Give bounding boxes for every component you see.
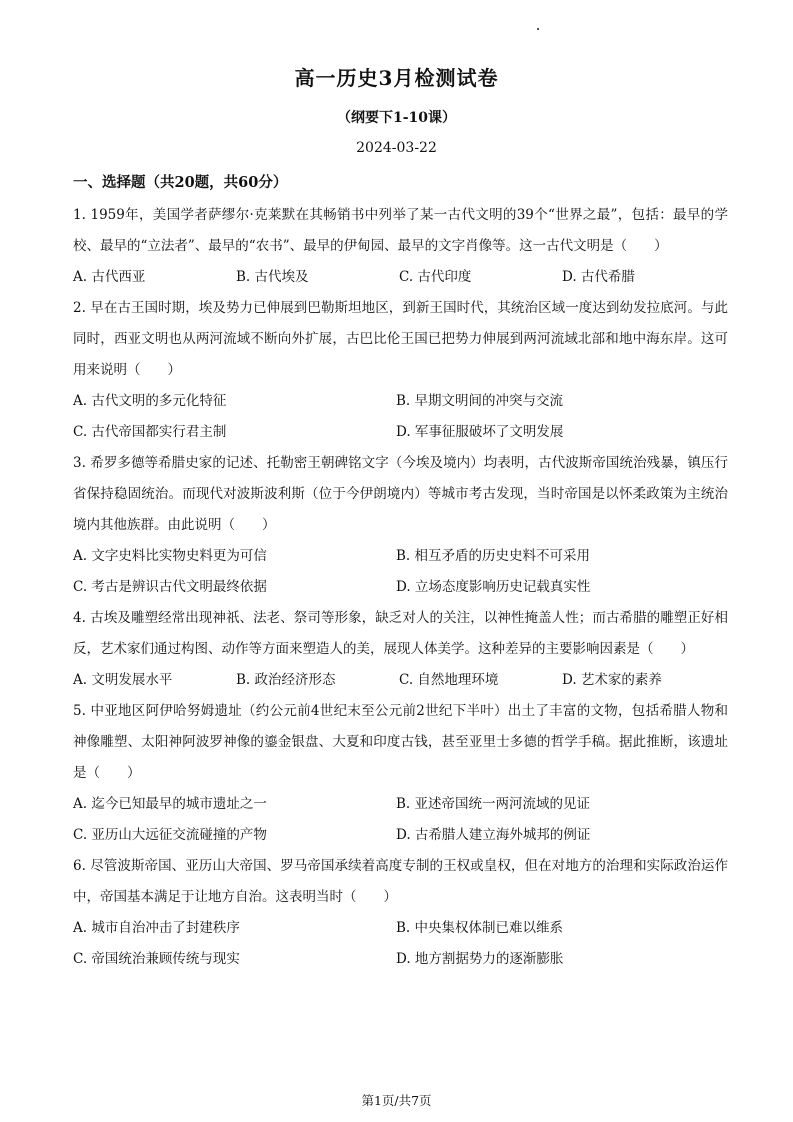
option-row bbox=[73, 386, 728, 417]
question-stem: 2. 早在古王国时期，埃及势力已伸展到巴勒斯坦地区，到新王国时代，其统治区域一度达到幼发拉底河。与此同时，西亚文明也从两河流域不断向外扩展，古巴比伦王国已把势力伸展到两河流域北部和地中海东岸。这可用来说明（ ） bbox=[73, 300, 728, 378]
option-d: D. 古代希腊 bbox=[562, 269, 635, 285]
section-heading: 一、选择题（共20题，共60分） bbox=[73, 174, 288, 191]
question-2 bbox=[73, 293, 728, 448]
question-5 bbox=[73, 696, 728, 851]
option-a: A. 城市自治冲击了封建秩序 bbox=[73, 920, 240, 936]
question-stem: 3. 希罗多德等希腊史家的记述、托勒密王朝碑铭文字（今埃及境内）均表明，古代波斯帝国统治残暴，镇压行省保持稳固统治。而现代对波斯波利斯（位于今伊朗境内）等城市考古发现，当时帝国是以怀柔政策为主统治境内其他族群。由此说明（ ） bbox=[73, 455, 728, 533]
option-d: D. 艺术家的素养 bbox=[562, 672, 662, 688]
option-d: D. 立场态度影响历史记载真实性 bbox=[396, 579, 591, 595]
question-6 bbox=[73, 851, 728, 975]
option-a: A. 迄今已知最早的城市遗址之一 bbox=[73, 796, 267, 812]
question-stem: 4. 古埃及雕塑经常出现神祇、法老、祭司等形象，缺乏对人的关注，以神性掩盖人性；而古希腊的雕塑正好相反，艺术家们通过构图、动作等方面来塑造人的美，展现人体美学。这种差异的主要影响因素是（ ） bbox=[73, 610, 728, 657]
question-stem: 6. 尽管波斯帝国、亚历山大帝国、罗马帝国承续着高度专制的王权或皇权，但在对地方的治理和实际政治运作中，帝国基本满足于让地方自治。这表明当时（ ） bbox=[73, 858, 728, 905]
option-row bbox=[73, 262, 728, 293]
question-list bbox=[73, 200, 728, 975]
option-row bbox=[73, 417, 728, 448]
option-a: A. 古代西亚 bbox=[73, 269, 146, 285]
option-c: C. 亚历山大远征交流碰撞的产物 bbox=[73, 827, 267, 843]
option-b: B. 中央集权体制已难以维系 bbox=[396, 920, 564, 936]
page-title: 高一历史3月检测试卷 bbox=[294, 66, 499, 90]
question-3 bbox=[73, 448, 728, 603]
option-row bbox=[73, 913, 728, 944]
option-c: C. 帝国统治兼顾传统与现实 bbox=[73, 951, 240, 967]
option-c: C. 自然地理环境 bbox=[399, 672, 499, 688]
option-c: C. 古代帝国都实行君主制 bbox=[73, 424, 227, 440]
option-a: A. 古代文明的多元化特征 bbox=[73, 393, 227, 409]
option-d: D. 地方割据势力的逐渐膨胀 bbox=[396, 951, 564, 967]
question-stem: 1. 1959年，美国学者萨缪尔·克莱默在其畅销书中列举了某一古代文明的39个“世界之最”，包括：最早的学校、最早的“立法者”、最早的“农书”、最早的伊甸园、最早的文字肖像等。这一古代文明是（ ） bbox=[73, 207, 728, 254]
option-row bbox=[73, 789, 728, 820]
exam-date: 2024-03-22 bbox=[356, 140, 437, 156]
option-b: B. 早期文明间的冲突与交流 bbox=[396, 393, 564, 409]
question-stem: 5. 中亚地区阿伊哈努姆遗址（约公元前4世纪末至公元前2世纪下半叶）出土了丰富的文物，包括希腊人物和神像雕塑、太阳神阿波罗神像的鎏金银盘、大夏和印度古钱，甚至亚里士多德的哲学手稿。据此推断，该遗址是（ ） bbox=[73, 703, 728, 781]
option-row bbox=[73, 541, 728, 572]
option-row bbox=[73, 572, 728, 603]
page-subtitle: （纲要下1-10课） bbox=[336, 110, 457, 126]
page-footer: 第1页/共7页 bbox=[361, 1093, 432, 1108]
option-c: C. 考古是辨识古代文明最终依据 bbox=[73, 579, 267, 595]
option-row bbox=[73, 665, 728, 696]
option-row bbox=[73, 944, 728, 975]
question-1 bbox=[73, 200, 728, 293]
question-4 bbox=[73, 603, 728, 696]
option-b: B. 古代埃及 bbox=[236, 269, 309, 285]
option-d: D. 古希腊人建立海外城邦的例证 bbox=[396, 827, 591, 843]
option-a: A. 文明发展水平 bbox=[73, 672, 173, 688]
option-b: B. 相互矛盾的历史史料不可采用 bbox=[396, 548, 591, 564]
scan-speck bbox=[537, 28, 539, 30]
option-c: C. 古代印度 bbox=[399, 269, 472, 285]
option-d: D. 军事征服破坏了文明发展 bbox=[396, 424, 564, 440]
option-b: B. 政治经济形态 bbox=[236, 672, 336, 688]
option-a: A. 文字史料比实物史料更为可信 bbox=[73, 548, 267, 564]
option-b: B. 亚述帝国统一两河流域的见证 bbox=[396, 796, 591, 812]
option-row bbox=[73, 820, 728, 851]
